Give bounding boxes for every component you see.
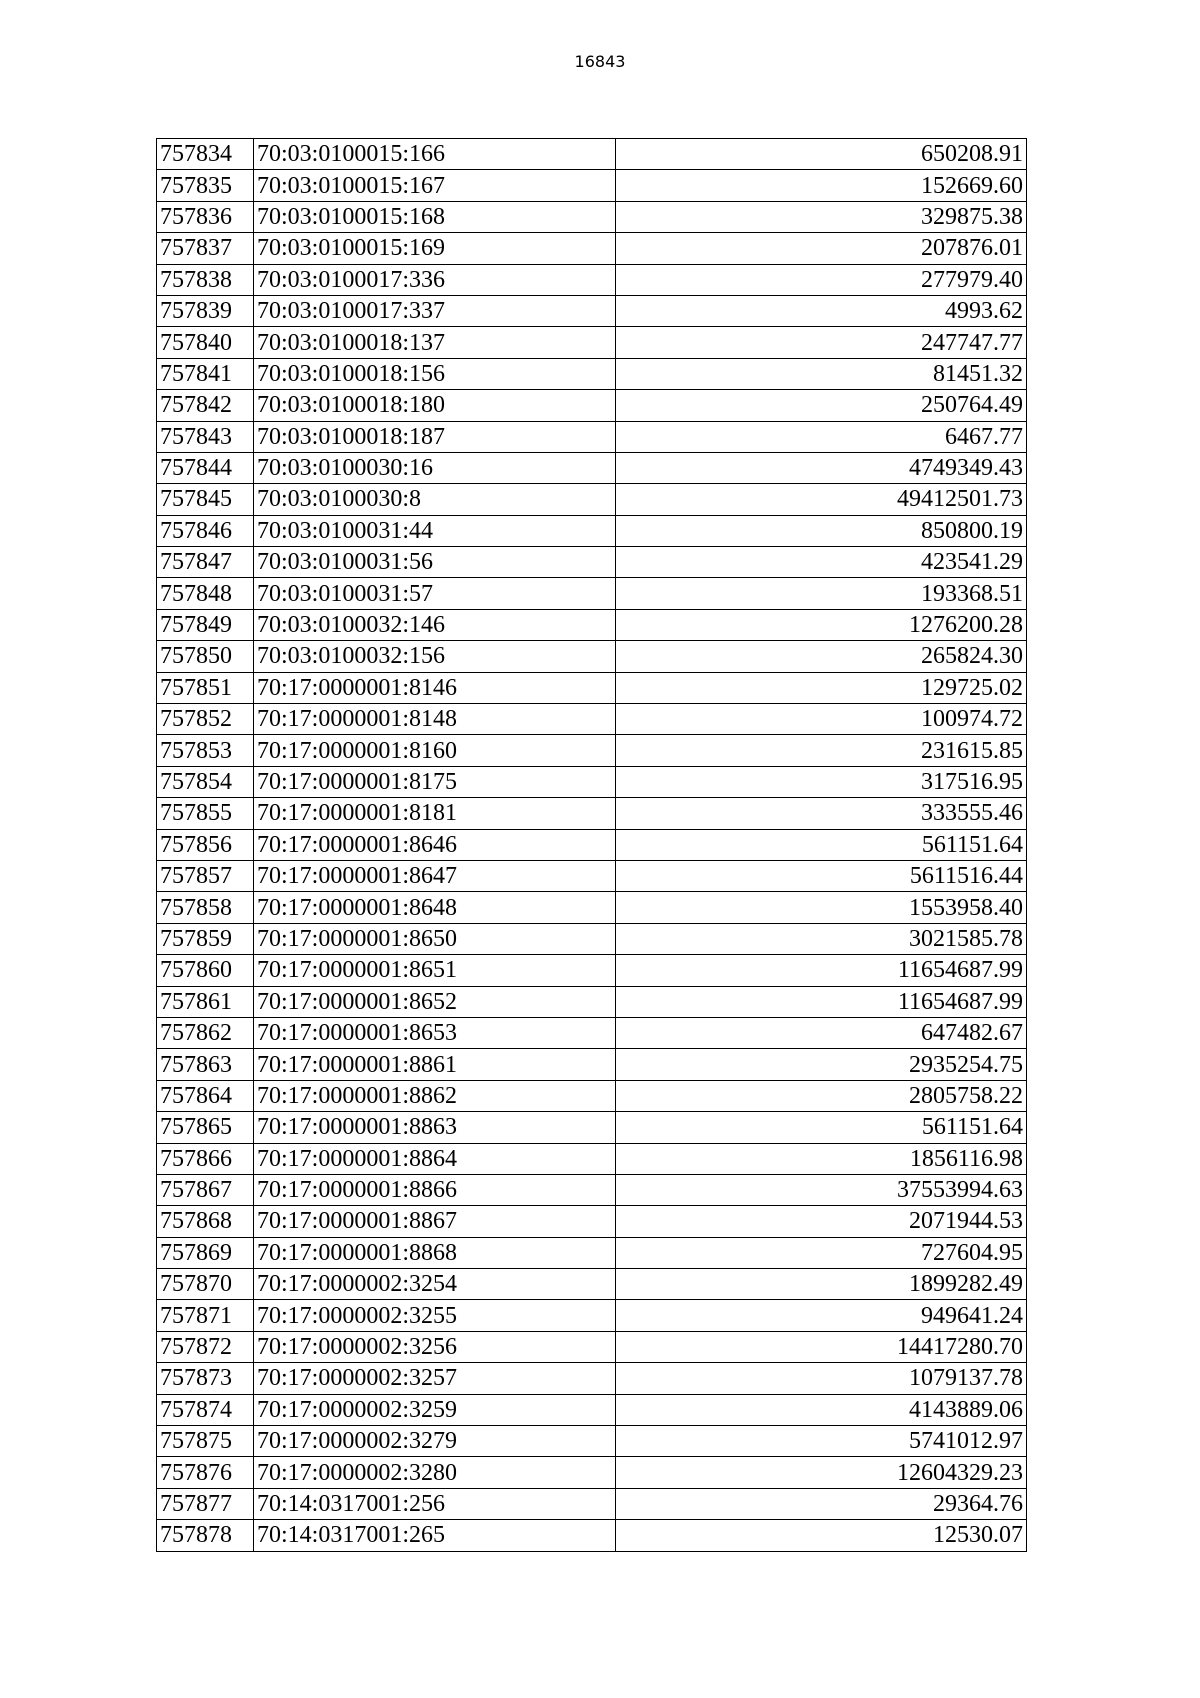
- table-row: [157, 264, 1027, 295]
- row-number-cell: 757838: [157, 264, 254, 295]
- cadastral-number-cell: 70:17:0000001:8160: [254, 735, 616, 766]
- table-row: [157, 641, 1027, 672]
- row-number-cell: 757842: [157, 390, 254, 421]
- table-row: [157, 390, 1027, 421]
- cadastral-number-cell: 70:17:0000001:8862: [254, 1080, 616, 1111]
- cadastral-number-cell: 70:17:0000001:8650: [254, 923, 616, 954]
- value-cell: 6467.77: [616, 421, 1027, 452]
- row-number-cell: 757840: [157, 327, 254, 358]
- table-row: [157, 735, 1027, 766]
- row-number-cell: 757839: [157, 295, 254, 326]
- cadastral-number-cell: 70:03:0100015:168: [254, 201, 616, 232]
- table-row: [157, 1206, 1027, 1237]
- cadastral-number-cell: 70:17:0000002:3257: [254, 1363, 616, 1394]
- row-number-cell: 757843: [157, 421, 254, 452]
- row-number-cell: 757851: [157, 672, 254, 703]
- table-row: [157, 170, 1027, 201]
- value-cell: 5611516.44: [616, 860, 1027, 891]
- row-number-cell: 757837: [157, 233, 254, 264]
- table-row: [157, 1080, 1027, 1111]
- value-cell: 14417280.70: [616, 1331, 1027, 1362]
- value-cell: 561151.64: [616, 829, 1027, 860]
- cadastral-number-cell: 70:17:0000001:8146: [254, 672, 616, 703]
- row-number-cell: 757860: [157, 955, 254, 986]
- row-number-cell: 757857: [157, 860, 254, 891]
- row-number-cell: 757875: [157, 1426, 254, 1457]
- cadastral-number-cell: 70:17:0000001:8148: [254, 704, 616, 735]
- row-number-cell: 757865: [157, 1112, 254, 1143]
- table-row: [157, 295, 1027, 326]
- cadastral-number-cell: 70:03:0100015:166: [254, 139, 616, 170]
- cadastral-number-cell: 70:03:0100018:180: [254, 390, 616, 421]
- row-number-cell: 757866: [157, 1143, 254, 1174]
- row-number-cell: 757835: [157, 170, 254, 201]
- value-cell: 12604329.23: [616, 1457, 1027, 1488]
- value-cell: 850800.19: [616, 515, 1027, 546]
- row-number-cell: 757872: [157, 1331, 254, 1362]
- table-row: [157, 139, 1027, 170]
- cadastral-number-cell: 70:03:0100017:336: [254, 264, 616, 295]
- row-number-cell: 757848: [157, 578, 254, 609]
- table-row: [157, 955, 1027, 986]
- data-table: [156, 138, 1027, 1552]
- row-number-cell: 757873: [157, 1363, 254, 1394]
- value-cell: 207876.01: [616, 233, 1027, 264]
- value-cell: 152669.60: [616, 170, 1027, 201]
- value-cell: 3021585.78: [616, 923, 1027, 954]
- row-number-cell: 757856: [157, 829, 254, 860]
- value-cell: 1079137.78: [616, 1363, 1027, 1394]
- table-row: [157, 421, 1027, 452]
- cadastral-number-cell: 70:17:0000001:8648: [254, 892, 616, 923]
- table-body: [157, 139, 1027, 1552]
- row-number-cell: 757836: [157, 201, 254, 232]
- value-cell: 329875.38: [616, 201, 1027, 232]
- value-cell: 193368.51: [616, 578, 1027, 609]
- value-cell: 1856116.98: [616, 1143, 1027, 1174]
- cadastral-number-cell: 70:17:0000001:8653: [254, 1017, 616, 1048]
- table-row: [157, 892, 1027, 923]
- row-number-cell: 757844: [157, 452, 254, 483]
- cadastral-number-cell: 70:17:0000001:8867: [254, 1206, 616, 1237]
- value-cell: 4749349.43: [616, 452, 1027, 483]
- row-number-cell: 757854: [157, 766, 254, 797]
- row-number-cell: 757862: [157, 1017, 254, 1048]
- table-row: [157, 609, 1027, 640]
- value-cell: 5741012.97: [616, 1426, 1027, 1457]
- cadastral-number-cell: 70:17:0000001:8651: [254, 955, 616, 986]
- row-number-cell: 757850: [157, 641, 254, 672]
- table-row: [157, 1269, 1027, 1300]
- value-cell: 12530.07: [616, 1520, 1027, 1551]
- table-row: [157, 704, 1027, 735]
- cadastral-number-cell: 70:17:0000001:8863: [254, 1112, 616, 1143]
- cadastral-number-cell: 70:14:0317001:256: [254, 1488, 616, 1519]
- value-cell: 231615.85: [616, 735, 1027, 766]
- table-row: [157, 1488, 1027, 1519]
- table-row: [157, 1300, 1027, 1331]
- cadastral-number-cell: 70:17:0000002:3259: [254, 1394, 616, 1425]
- value-cell: 317516.95: [616, 766, 1027, 797]
- cadastral-number-cell: 70:17:0000002:3279: [254, 1426, 616, 1457]
- value-cell: 81451.32: [616, 358, 1027, 389]
- cadastral-number-cell: 70:17:0000001:8175: [254, 766, 616, 797]
- row-number-cell: 757876: [157, 1457, 254, 1488]
- table-row: [157, 484, 1027, 515]
- value-cell: 647482.67: [616, 1017, 1027, 1048]
- row-number-cell: 757855: [157, 798, 254, 829]
- value-cell: 2935254.75: [616, 1049, 1027, 1080]
- cadastral-number-cell: 70:03:0100031:57: [254, 578, 616, 609]
- cadastral-number-cell: 70:03:0100032:156: [254, 641, 616, 672]
- row-number-cell: 757841: [157, 358, 254, 389]
- cadastral-number-cell: 70:03:0100018:137: [254, 327, 616, 358]
- table-row: [157, 515, 1027, 546]
- cadastral-number-cell: 70:17:0000001:8866: [254, 1174, 616, 1205]
- table-row: [157, 986, 1027, 1017]
- table-row: [157, 233, 1027, 264]
- table-row: [157, 1049, 1027, 1080]
- value-cell: 650208.91: [616, 139, 1027, 170]
- value-cell: 11654687.99: [616, 955, 1027, 986]
- table-row: [157, 1112, 1027, 1143]
- table-row: [157, 829, 1027, 860]
- value-cell: 4143889.06: [616, 1394, 1027, 1425]
- row-number-cell: 757859: [157, 923, 254, 954]
- row-number-cell: 757845: [157, 484, 254, 515]
- value-cell: 4993.62: [616, 295, 1027, 326]
- value-cell: 247747.77: [616, 327, 1027, 358]
- value-cell: 277979.40: [616, 264, 1027, 295]
- cadastral-number-cell: 70:17:0000001:8647: [254, 860, 616, 891]
- row-number-cell: 757847: [157, 547, 254, 578]
- value-cell: 727604.95: [616, 1237, 1027, 1268]
- table-row: [157, 1174, 1027, 1205]
- cadastral-number-cell: 70:17:0000001:8646: [254, 829, 616, 860]
- value-cell: 949641.24: [616, 1300, 1027, 1331]
- value-cell: 1553958.40: [616, 892, 1027, 923]
- value-cell: 11654687.99: [616, 986, 1027, 1017]
- value-cell: 2805758.22: [616, 1080, 1027, 1111]
- cadastral-number-cell: 70:17:0000001:8181: [254, 798, 616, 829]
- table-row: [157, 1394, 1027, 1425]
- row-number-cell: 757858: [157, 892, 254, 923]
- table-row: [157, 201, 1027, 232]
- value-cell: 100974.72: [616, 704, 1027, 735]
- cadastral-number-cell: 70:03:0100030:8: [254, 484, 616, 515]
- table-row: [157, 923, 1027, 954]
- value-cell: 265824.30: [616, 641, 1027, 672]
- row-number-cell: 757864: [157, 1080, 254, 1111]
- value-cell: 49412501.73: [616, 484, 1027, 515]
- cadastral-number-cell: 70:17:0000001:8652: [254, 986, 616, 1017]
- value-cell: 29364.76: [616, 1488, 1027, 1519]
- value-cell: 1899282.49: [616, 1269, 1027, 1300]
- cadastral-number-cell: 70:03:0100031:56: [254, 547, 616, 578]
- value-cell: 561151.64: [616, 1112, 1027, 1143]
- page-number: 16843: [574, 52, 626, 71]
- row-number-cell: 757869: [157, 1237, 254, 1268]
- row-number-cell: 757853: [157, 735, 254, 766]
- table-row: [157, 1426, 1027, 1457]
- row-number-cell: 757849: [157, 609, 254, 640]
- value-cell: 250764.49: [616, 390, 1027, 421]
- row-number-cell: 757878: [157, 1520, 254, 1551]
- table-row: [157, 1237, 1027, 1268]
- table-row: [157, 1457, 1027, 1488]
- table-row: [157, 327, 1027, 358]
- table-row: [157, 578, 1027, 609]
- value-cell: 333555.46: [616, 798, 1027, 829]
- row-number-cell: 757846: [157, 515, 254, 546]
- value-cell: 1276200.28: [616, 609, 1027, 640]
- cadastral-number-cell: 70:03:0100015:167: [254, 170, 616, 201]
- cadastral-number-cell: 70:03:0100017:337: [254, 295, 616, 326]
- cadastral-number-cell: 70:17:0000002:3254: [254, 1269, 616, 1300]
- value-cell: 129725.02: [616, 672, 1027, 703]
- cadastral-number-cell: 70:14:0317001:265: [254, 1520, 616, 1551]
- cadastral-number-cell: 70:17:0000001:8861: [254, 1049, 616, 1080]
- cadastral-number-cell: 70:17:0000002:3280: [254, 1457, 616, 1488]
- row-number-cell: 757877: [157, 1488, 254, 1519]
- table-row: [157, 798, 1027, 829]
- table-row: [157, 672, 1027, 703]
- row-number-cell: 757871: [157, 1300, 254, 1331]
- row-number-cell: 757861: [157, 986, 254, 1017]
- row-number-cell: 757852: [157, 704, 254, 735]
- cadastral-number-cell: 70:17:0000001:8868: [254, 1237, 616, 1268]
- table-row: [157, 766, 1027, 797]
- row-number-cell: 757867: [157, 1174, 254, 1205]
- cadastral-number-cell: 70:03:0100015:169: [254, 233, 616, 264]
- table-row: [157, 1520, 1027, 1551]
- row-number-cell: 757863: [157, 1049, 254, 1080]
- cadastral-number-cell: 70:03:0100032:146: [254, 609, 616, 640]
- cadastral-number-cell: 70:03:0100018:156: [254, 358, 616, 389]
- table-row: [157, 1143, 1027, 1174]
- table-row: [157, 1331, 1027, 1362]
- row-number-cell: 757870: [157, 1269, 254, 1300]
- cadastral-number-cell: 70:17:0000001:8864: [254, 1143, 616, 1174]
- cadastral-number-cell: 70:17:0000002:3255: [254, 1300, 616, 1331]
- table-row: [157, 860, 1027, 891]
- cadastral-number-cell: 70:03:0100030:16: [254, 452, 616, 483]
- table-row: [157, 1017, 1027, 1048]
- cadastral-number-cell: 70:03:0100018:187: [254, 421, 616, 452]
- table-row: [157, 1363, 1027, 1394]
- value-cell: 423541.29: [616, 547, 1027, 578]
- value-cell: 37553994.63: [616, 1174, 1027, 1205]
- table-row: [157, 358, 1027, 389]
- table-row: [157, 547, 1027, 578]
- row-number-cell: 757834: [157, 139, 254, 170]
- table-row: [157, 452, 1027, 483]
- cadastral-number-cell: 70:03:0100031:44: [254, 515, 616, 546]
- value-cell: 2071944.53: [616, 1206, 1027, 1237]
- cadastral-number-cell: 70:17:0000002:3256: [254, 1331, 616, 1362]
- row-number-cell: 757874: [157, 1394, 254, 1425]
- row-number-cell: 757868: [157, 1206, 254, 1237]
